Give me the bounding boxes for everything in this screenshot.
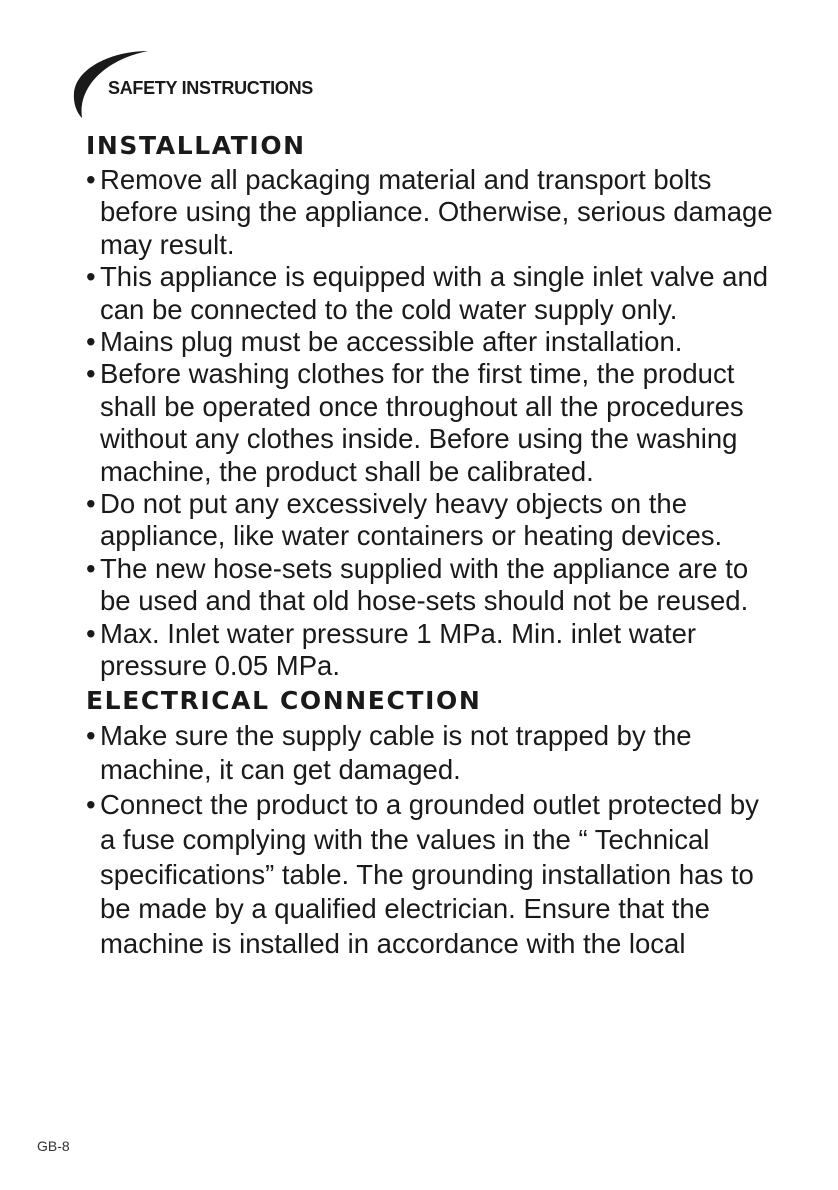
bullet-icon: •: [86, 164, 96, 195]
main-content: [86, 128, 776, 962]
list-item: [86, 719, 776, 789]
list-item: [86, 553, 776, 618]
page-number: GB-8: [37, 1138, 70, 1154]
list-item: [86, 326, 776, 358]
bullet-icon: •: [86, 552, 96, 584]
installation-heading: INSTALLATION: [86, 131, 306, 160]
bullet-icon: •: [86, 488, 96, 520]
list-item-text: Remove all packaging material and transport bolts before using the appliance. Otherwise, serious damage may result.: [100, 164, 773, 260]
electrical-connection-list: [86, 719, 776, 963]
bullet-icon: •: [86, 617, 96, 649]
page-header: [68, 48, 408, 124]
list-item-text: Make sure the supply cable is not trapped by the machine, it can get damaged.: [100, 719, 692, 786]
bullet-icon: •: [86, 261, 96, 293]
list-item-text: Connect the product to a grounded outlet protected by a fuse complying with the values in the “ Technical specifications” table. The grounding installation has to be made by a qualified electrician. Ensure that the machine is installed in accordance with the local: [100, 789, 759, 960]
list-item-text: Before washing clothes for the first time, the product shall be operated once throughout all the procedures without any clothes inside. Before using the washing machine, the product shall be calibrated.: [100, 358, 744, 487]
bullet-icon: •: [86, 789, 96, 821]
list-item-text: Do not put any excessively heavy objects on the appliance, like water containers or heating devices.: [100, 488, 723, 552]
list-item: [86, 164, 776, 261]
installation-list: [86, 164, 776, 683]
header-title: SAFETY INSTRUCTIONS: [108, 78, 313, 98]
list-item-text: Max. Inlet water pressure 1 MPa. Min. inlet water pressure 0.05 MPa.: [100, 617, 697, 682]
list-item-text: The new hose-sets supplied with the appliance are to be used and that old hose-sets should not be reused.: [100, 552, 749, 617]
bullet-icon: •: [86, 719, 96, 751]
electrical-connection-heading: ELECTRICAL CONNECTION: [86, 685, 482, 715]
list-item: [86, 618, 776, 683]
list-item: [86, 358, 776, 488]
bullet-icon: •: [86, 326, 96, 358]
list-item-text: This appliance is equipped with a single inlet valve and can be connected to the cold water supply only.: [100, 261, 769, 325]
list-item: [86, 261, 776, 326]
list-item: [86, 488, 776, 553]
list-item: [86, 788, 776, 962]
list-item-text: Mains plug must be accessible after installation.: [100, 326, 683, 358]
bullet-icon: •: [86, 358, 96, 390]
